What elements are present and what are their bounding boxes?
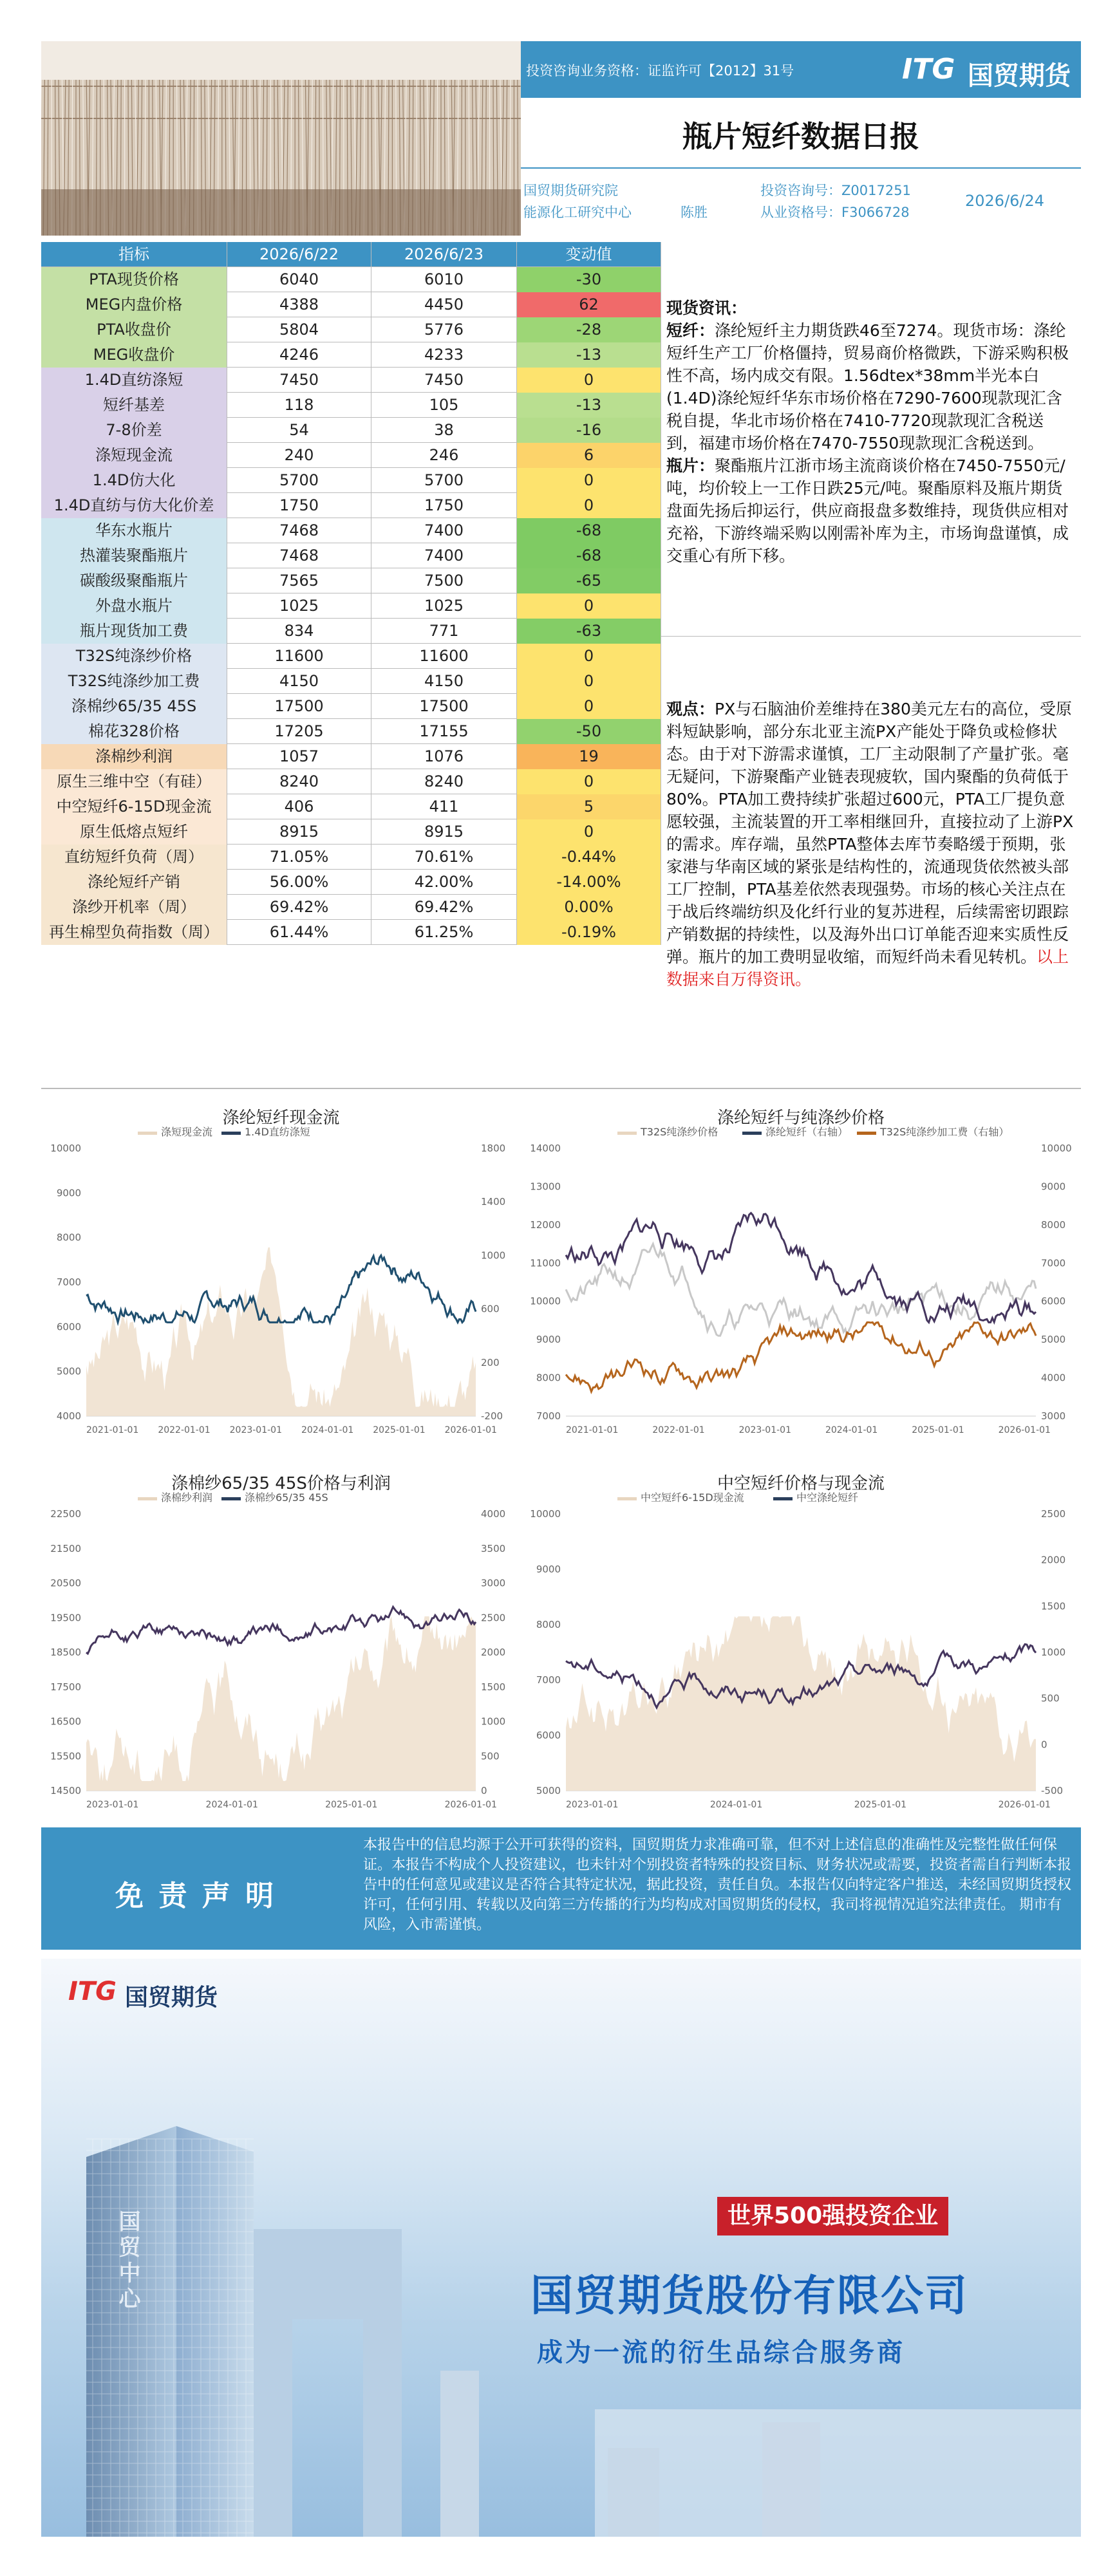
company-logo-name: 国贸期货 [968, 61, 1071, 91]
ad-itg-logo: ITG [68, 1977, 117, 2006]
y-tick-right: 5000 [1041, 1334, 1066, 1346]
analyst-name: 陈胜 [681, 205, 708, 220]
y-tick-left: 15500 [50, 1750, 81, 1762]
legend-swatch [742, 1132, 762, 1135]
value-day2: 5776 [371, 317, 517, 342]
change-value: 62 [517, 292, 661, 317]
y-tick-right: 9000 [1041, 1181, 1066, 1193]
change-value: 0 [517, 644, 661, 669]
value-day1: 4388 [227, 292, 371, 317]
y-tick-right: 1800 [481, 1143, 506, 1154]
itg-logo: ITG [902, 53, 955, 86]
table-row [41, 845, 661, 870]
indicator-name: 涤短现金流 [41, 443, 227, 468]
value-day2: 1025 [371, 593, 517, 619]
value-day1: 8240 [227, 769, 371, 794]
chart-title: 涤棉纱65/35 45S价格与利润 [171, 1474, 391, 1493]
y-tick-left: 16500 [50, 1715, 81, 1728]
change-value: -0.44% [517, 845, 661, 870]
license-text: 投资咨询业务资格：证监许可【2012】31号 [526, 63, 794, 79]
indicator-name: 涤纶短纤产销 [41, 870, 227, 895]
indicator-name: 直纺短纤负荷（周） [41, 845, 227, 870]
value-day2: 1750 [371, 493, 517, 518]
table-row [41, 619, 661, 644]
chart-title: 涤纶短纤与纯涤纱价格 [717, 1108, 885, 1128]
value-day1: 240 [227, 443, 371, 468]
x-tick: 2023-01-01 [738, 1425, 792, 1435]
legend-label: T32S纯涤纱加工费（右轴） [880, 1126, 1009, 1138]
y-tick-right: -200 [481, 1410, 503, 1422]
change-value: -68 [517, 518, 661, 543]
indicator-name: 中空短纤6-15D现金流 [41, 794, 227, 819]
y-tick-right: 6000 [1041, 1295, 1066, 1307]
y-tick-left: 8000 [536, 1372, 561, 1384]
y-tick-left: 9000 [536, 1334, 561, 1346]
value-day1: 17500 [227, 694, 371, 719]
change-value: -50 [517, 719, 661, 744]
change-value: 0 [517, 593, 661, 619]
fortune500-badge: 世界500强投资企业 [717, 2197, 948, 2235]
y-tick-right: 7000 [1041, 1257, 1066, 1269]
x-tick: 2025-01-01 [373, 1425, 426, 1435]
y-tick-right: 0 [1041, 1739, 1047, 1751]
indicator-name: 热灌装聚酯瓶片 [41, 543, 227, 568]
value-day2: 8240 [371, 769, 517, 794]
series-area [566, 1616, 1036, 1791]
chart-cashflow [41, 1090, 521, 1448]
change-value: -16 [517, 418, 661, 443]
table-row [41, 317, 661, 342]
x-tick: 2026-01-01 [998, 1425, 1051, 1435]
y-tick-right: 500 [1041, 1692, 1060, 1704]
y-tick-right: 500 [481, 1750, 500, 1762]
spot-news-panel [661, 293, 1081, 637]
y-tick-right: 1000 [481, 1715, 506, 1728]
x-tick: 2024-01-01 [825, 1425, 878, 1435]
change-value: 0 [517, 694, 661, 719]
legend-swatch [617, 1497, 637, 1500]
report-date: 2026/6/24 [965, 192, 1045, 210]
table-row [41, 694, 661, 719]
data-source: 以上数据来自万得资讯。 [666, 947, 1069, 989]
value-day1: 56.00% [227, 870, 371, 895]
table-row [41, 895, 661, 920]
value-day1: 5700 [227, 468, 371, 493]
y-tick-left: 9000 [536, 1563, 561, 1575]
y-tick-left: 10000 [530, 1508, 561, 1520]
legend-swatch [773, 1497, 793, 1500]
company-ad [41, 1959, 1081, 2537]
y-tick-right: 10000 [1041, 1143, 1072, 1154]
value-day2: 8915 [371, 819, 517, 845]
indicator-name: T32S纯涤纱价格 [41, 644, 227, 669]
value-day2: 70.61% [371, 845, 517, 870]
table-row [41, 518, 661, 543]
y-tick-right: 200 [481, 1356, 500, 1368]
chart-hollow-fiber [521, 1456, 1081, 1823]
legend-label: T32S纯涤纱价格 [641, 1126, 718, 1138]
report-title-box [521, 98, 1081, 169]
x-tick: 2025-01-01 [912, 1425, 964, 1435]
value-day2: 246 [371, 443, 517, 468]
chart-title: 中空短纤价格与现金流 [717, 1474, 885, 1493]
y-tick-right: 2500 [1041, 1508, 1066, 1520]
value-day1: 7468 [227, 518, 371, 543]
y-tick-left: 6000 [56, 1321, 81, 1333]
table-row [41, 870, 661, 895]
series-line [86, 1255, 476, 1322]
y-tick-left: 7000 [536, 1674, 561, 1686]
table-row [41, 368, 661, 393]
change-value: -13 [517, 342, 661, 368]
value-day1: 7450 [227, 368, 371, 393]
value-day1: 1025 [227, 593, 371, 619]
viewpoint-text: PX与石脑油价差维持在380美元左右的高位，受原料短缺影响，部分东北亚主流PX产能处于降负或检修状态。由于对下游需求谨慎，工厂主动限制了产量扩张。毫无疑问，下游聚酯产业链表现疲软，国内聚酯的负荷低于80%。PTA加工费持续扩张超过600元，PTA工厂提负意愿较强，主流装置的开工率相继回升，直接拉动了上游PX的需求。库存端，虽然PTA整体去库节奏略缓于预期，张家港与华南区域的紧张是结构性的，流通现货依然被头部工厂控制，PTA基差依然表现强势。市场的核心关注点在于战后终端纺织及化纤行业的复苏进程，后续需密切跟踪产销数据的持续性，以及海外出口订单能否迎来实质性反弹。瓶片的加工费明显收缩，而短纤尚未看见转机。 [666, 700, 1074, 966]
y-tick-left: 10000 [530, 1295, 561, 1307]
change-value: 0.00% [517, 895, 661, 920]
viewpoint-panel [661, 694, 1081, 1080]
change-value: 0 [517, 468, 661, 493]
institute: 国贸期货研究院 [523, 183, 618, 198]
legend-swatch [617, 1132, 637, 1135]
value-day2: 7450 [371, 368, 517, 393]
legend-swatch [138, 1497, 157, 1500]
legend-label: 涤棉纱65/35 45S [245, 1491, 328, 1504]
change-value: -13 [517, 393, 661, 418]
change-value: -65 [517, 568, 661, 593]
y-tick-right: 1000 [481, 1249, 506, 1262]
legend-swatch [221, 1497, 241, 1500]
y-tick-right: 3500 [481, 1542, 506, 1554]
y-tick-right: 4000 [1041, 1372, 1066, 1384]
value-day2: 38 [371, 418, 517, 443]
value-day1: 71.05% [227, 845, 371, 870]
table-row [41, 393, 661, 418]
change-value: 19 [517, 744, 661, 769]
legend-label: 中空涤纶短纤 [796, 1491, 859, 1504]
value-day1: 69.42% [227, 895, 371, 920]
y-tick-right: 2000 [481, 1647, 506, 1658]
chart-svg [41, 1090, 521, 1448]
value-day2: 7500 [371, 568, 517, 593]
indicator-name: 7-8价差 [41, 418, 227, 443]
indicator-name: 1.4D仿大化 [41, 468, 227, 493]
y-tick-left: 20500 [50, 1577, 81, 1589]
fiber-text: 涤纶短纤主力期货跌46至7274。现货市场：涤纶短纤生产工厂价格僵持，贸易商价格微跌，下游采购积极性不高，场内成交有限。1.56dtex*38mm半光本白(1.4D)涤纶短纤华东市场价格在7290-7600现款现汇含税自提，华北市场价格在7410-7720现款现汇含税送到，福建市场价格在7470-7550现款现汇含税送到。 [666, 321, 1069, 453]
col-header-indicator: 指标 [41, 242, 227, 267]
x-tick: 2026-01-01 [444, 1800, 497, 1810]
series-line-fee [566, 1322, 1036, 1392]
value-day2: 69.42% [371, 895, 517, 920]
indicator-table [41, 242, 661, 945]
y-tick-left: 4000 [56, 1410, 81, 1422]
value-day2: 105 [371, 393, 517, 418]
y-tick-left: 8000 [56, 1231, 81, 1244]
value-day2: 61.25% [371, 920, 517, 945]
table-row [41, 292, 661, 317]
table-row [41, 468, 661, 493]
y-tick-left: 21500 [50, 1542, 81, 1554]
value-day1: 834 [227, 619, 371, 644]
y-tick-right: 0 [481, 1785, 487, 1797]
indicator-name: PTA现货价格 [41, 267, 227, 292]
y-tick-left: 22500 [50, 1508, 81, 1520]
value-day2: 7400 [371, 518, 517, 543]
legend-swatch [221, 1132, 241, 1135]
indicator-name: 碳酸级聚酯瓶片 [41, 568, 227, 593]
legend-swatch [857, 1132, 876, 1135]
change-value: 0 [517, 769, 661, 794]
y-tick-right: 600 [481, 1303, 500, 1315]
value-day2: 411 [371, 794, 517, 819]
change-value: 0 [517, 669, 661, 694]
y-tick-left: 19500 [50, 1612, 81, 1624]
chart-svg [521, 1456, 1081, 1823]
value-day2: 7400 [371, 543, 517, 568]
disclaimer-text: 本报告中的信息均源于公开可获得的资料，国贸期货力求准确可靠，但不对上述信息的准确性及完整性做任何保证。本报告不构成个人投资建议，也未针对个别投资者特殊的投资目标、财务状况或需要，投资者需自行判断本报告中的任何意见或建议是否符合其特定状况，据此投资，责任自负。本报告仅向特定客户推送，未经国贸期货授权许可，任何引用、转载以及向第三方传播的行为均构成对国贸期货的侵权，我司将视情况追究法律责任。 期市有风险，入市需谨慎。 [363, 1837, 1072, 1933]
y-tick-left: 14000 [530, 1143, 561, 1154]
y-tick-left: 17500 [50, 1681, 81, 1693]
y-tick-left: 11000 [530, 1257, 561, 1269]
value-day1: 118 [227, 393, 371, 418]
panel-divider [661, 636, 1081, 637]
value-day2: 17500 [371, 694, 517, 719]
value-day2: 5700 [371, 468, 517, 493]
value-day2: 4233 [371, 342, 517, 368]
value-day1: 61.44% [227, 920, 371, 945]
x-tick: 2022-01-01 [158, 1425, 211, 1435]
report-title: 瓶片短纤数据日报 [682, 119, 919, 154]
change-value: -0.19% [517, 920, 661, 945]
x-tick: 2023-01-01 [229, 1425, 283, 1435]
series-area [86, 1616, 476, 1791]
indicator-name: 涤纱开机率（周） [41, 895, 227, 920]
practice-number: 从业资格号：F3066728 [760, 205, 910, 220]
table-row [41, 719, 661, 744]
indicator-name: 原生三维中空（有硅） [41, 769, 227, 794]
col-header-date1: 2026/6/22 [227, 242, 371, 267]
indicator-name: T32S纯涤纱加工费 [41, 669, 227, 694]
research-center: 能源化工研究中心 [523, 205, 632, 220]
change-value: -30 [517, 267, 661, 292]
table-row [41, 342, 661, 368]
value-day1: 7468 [227, 543, 371, 568]
y-tick-right: -500 [1041, 1785, 1064, 1797]
x-tick: 2022-01-01 [652, 1425, 705, 1435]
disclaimer-box [41, 1827, 1081, 1950]
value-day1: 7565 [227, 568, 371, 593]
y-tick-right: 4000 [481, 1508, 506, 1520]
change-value: -14.00% [517, 870, 661, 895]
y-tick-right: 2000 [1041, 1554, 1066, 1566]
indicator-name: 再生棉型负荷指数（周） [41, 920, 227, 945]
indicator-name: 短纤基差 [41, 393, 227, 418]
building-sign: 国贸中心 [115, 2210, 140, 2313]
x-tick: 2021-01-01 [86, 1425, 139, 1435]
indicator-name: 1.4D直纺涤短 [41, 368, 227, 393]
y-tick-right: 3000 [481, 1577, 506, 1589]
value-day1: 8915 [227, 819, 371, 845]
y-tick-left: 7000 [56, 1276, 81, 1288]
y-tick-left: 8000 [536, 1619, 561, 1630]
value-day1: 6040 [227, 267, 371, 292]
value-day2: 1076 [371, 744, 517, 769]
y-tick-left: 14500 [50, 1785, 81, 1797]
disclaimer-title: 免 责 声 明 [115, 1880, 276, 1912]
change-value: 5 [517, 794, 661, 819]
value-day1: 406 [227, 794, 371, 819]
y-tick-left: 5000 [56, 1365, 81, 1377]
table-row [41, 543, 661, 568]
chart-blend-yarn [41, 1456, 521, 1823]
indicator-name: 涤棉纱65/35 45S [41, 694, 227, 719]
value-day1: 1057 [227, 744, 371, 769]
x-tick: 2026-01-01 [444, 1425, 497, 1435]
table-row [41, 744, 661, 769]
y-tick-right: 3000 [1041, 1410, 1066, 1422]
spot-news-heading: 现货资讯： [666, 299, 747, 317]
indicator-name: MEG收盘价 [41, 342, 227, 368]
y-tick-left: 10000 [50, 1143, 81, 1154]
series-line [86, 1607, 476, 1654]
table-row [41, 644, 661, 669]
table-header [41, 242, 661, 267]
value-day1: 17205 [227, 719, 371, 744]
x-tick: 2023-01-01 [86, 1800, 139, 1810]
chart-svg [41, 1456, 521, 1823]
value-day2: 6010 [371, 267, 517, 292]
table-bottom-border [41, 1088, 1081, 1089]
ad-logo-name: 国贸期货 [125, 1984, 218, 2011]
x-tick: 2024-01-01 [301, 1425, 354, 1435]
legend-label: 涤纶短纤（右轴） [765, 1126, 849, 1138]
x-tick: 2023-01-01 [566, 1800, 619, 1810]
y-tick-right: 1500 [481, 1681, 506, 1693]
consult-number: 投资咨询号：Z0017251 [760, 183, 911, 198]
loom-image [41, 41, 521, 236]
table-row [41, 593, 661, 619]
header-photo [41, 41, 521, 236]
legend-label: 中空短纤6-15D现金流 [641, 1491, 744, 1504]
x-tick: 2026-01-01 [998, 1800, 1051, 1810]
series-line-yarn [566, 1244, 1036, 1336]
x-tick: 2024-01-01 [205, 1800, 258, 1810]
ad-company-name: 国贸期货股份有限公司 [530, 2271, 968, 2320]
value-day1: 4246 [227, 342, 371, 368]
chart-svg [521, 1090, 1081, 1448]
bottle-label: 瓶片： [666, 456, 715, 475]
table-row [41, 418, 661, 443]
viewpoint-label: 观点： [666, 700, 715, 718]
value-day2: 771 [371, 619, 517, 644]
change-value: 0 [517, 368, 661, 393]
indicator-name: 1.4D直纺与仿大化价差 [41, 493, 227, 518]
indicator-name: PTA收盘价 [41, 317, 227, 342]
value-day1: 11600 [227, 644, 371, 669]
y-tick-left: 9000 [56, 1187, 81, 1199]
x-tick: 2025-01-01 [854, 1800, 907, 1810]
change-value: -63 [517, 619, 661, 644]
chart-title: 涤纶短纤现金流 [222, 1108, 340, 1128]
y-tick-left: 13000 [530, 1181, 561, 1193]
value-day2: 17155 [371, 719, 517, 744]
table-row [41, 794, 661, 819]
table-row [41, 443, 661, 468]
legend-label: 1.4D直纺涤短 [245, 1126, 310, 1138]
y-tick-left: 5000 [536, 1785, 561, 1797]
y-tick-left: 12000 [530, 1218, 561, 1231]
indicator-name: 瓶片现货加工费 [41, 619, 227, 644]
y-tick-left: 18500 [50, 1647, 81, 1658]
indicator-name: 涤棉纱利润 [41, 744, 227, 769]
change-value: 0 [517, 493, 661, 518]
y-tick-right: 1500 [1041, 1600, 1066, 1612]
col-header-date2: 2026/6/23 [371, 242, 517, 267]
y-tick-left: 7000 [536, 1410, 561, 1422]
ad-slogan: 成为一流的衍生品综合服务商 [537, 2338, 905, 2367]
value-day2: 42.00% [371, 870, 517, 895]
author-info [521, 169, 1081, 236]
x-tick: 2021-01-01 [566, 1425, 619, 1435]
value-day2: 4450 [371, 292, 517, 317]
value-day2: 11600 [371, 644, 517, 669]
y-tick-right: 2500 [481, 1612, 506, 1624]
value-day1: 54 [227, 418, 371, 443]
chart-yarn-price [521, 1090, 1081, 1448]
table-row [41, 669, 661, 694]
value-day1: 5804 [227, 317, 371, 342]
fiber-label: 短纤： [666, 321, 715, 340]
legend-label: 涤短现金流 [161, 1126, 213, 1138]
building-illustration [41, 1959, 1081, 2537]
change-value: 6 [517, 443, 661, 468]
y-tick-right: 1000 [1041, 1647, 1066, 1658]
col-header-change: 变动值 [517, 242, 661, 267]
legend-swatch [138, 1132, 157, 1135]
change-value: -28 [517, 317, 661, 342]
table-row [41, 920, 661, 945]
bottle-text: 聚酯瓶片江浙市场主流商谈价格在7450-7550元/吨，均价较上一工作日跌25元/吨。聚酯原料及瓶片期货盘面先扬后抑运行，供应商报盘多数维持，现货供应相对充裕，下游终端采购以刚需补库为主，市场询盘谨慎，成交重心有所下移。 [666, 456, 1069, 565]
table-row [41, 769, 661, 794]
value-day2: 4150 [371, 669, 517, 694]
change-value: -68 [517, 543, 661, 568]
y-tick-right: 1400 [481, 1196, 506, 1208]
change-value: 0 [517, 819, 661, 845]
indicator-name: 外盘水瓶片 [41, 593, 227, 619]
value-day1: 4150 [227, 669, 371, 694]
x-tick: 2025-01-01 [325, 1800, 378, 1810]
indicator-name: MEG内盘价格 [41, 292, 227, 317]
y-tick-right: 8000 [1041, 1218, 1066, 1231]
table-row [41, 819, 661, 845]
table-row [41, 568, 661, 593]
indicator-name: 华东水瓶片 [41, 518, 227, 543]
indicator-name: 原生低熔点短纤 [41, 819, 227, 845]
value-day1: 1750 [227, 493, 371, 518]
y-tick-left: 6000 [536, 1730, 561, 1741]
x-tick: 2024-01-01 [709, 1800, 763, 1810]
table-row [41, 267, 661, 292]
header-license-bar [521, 41, 1081, 98]
indicator-name: 棉花328价格 [41, 719, 227, 744]
table-row [41, 493, 661, 518]
legend-label: 涤棉纱利润 [161, 1491, 213, 1504]
